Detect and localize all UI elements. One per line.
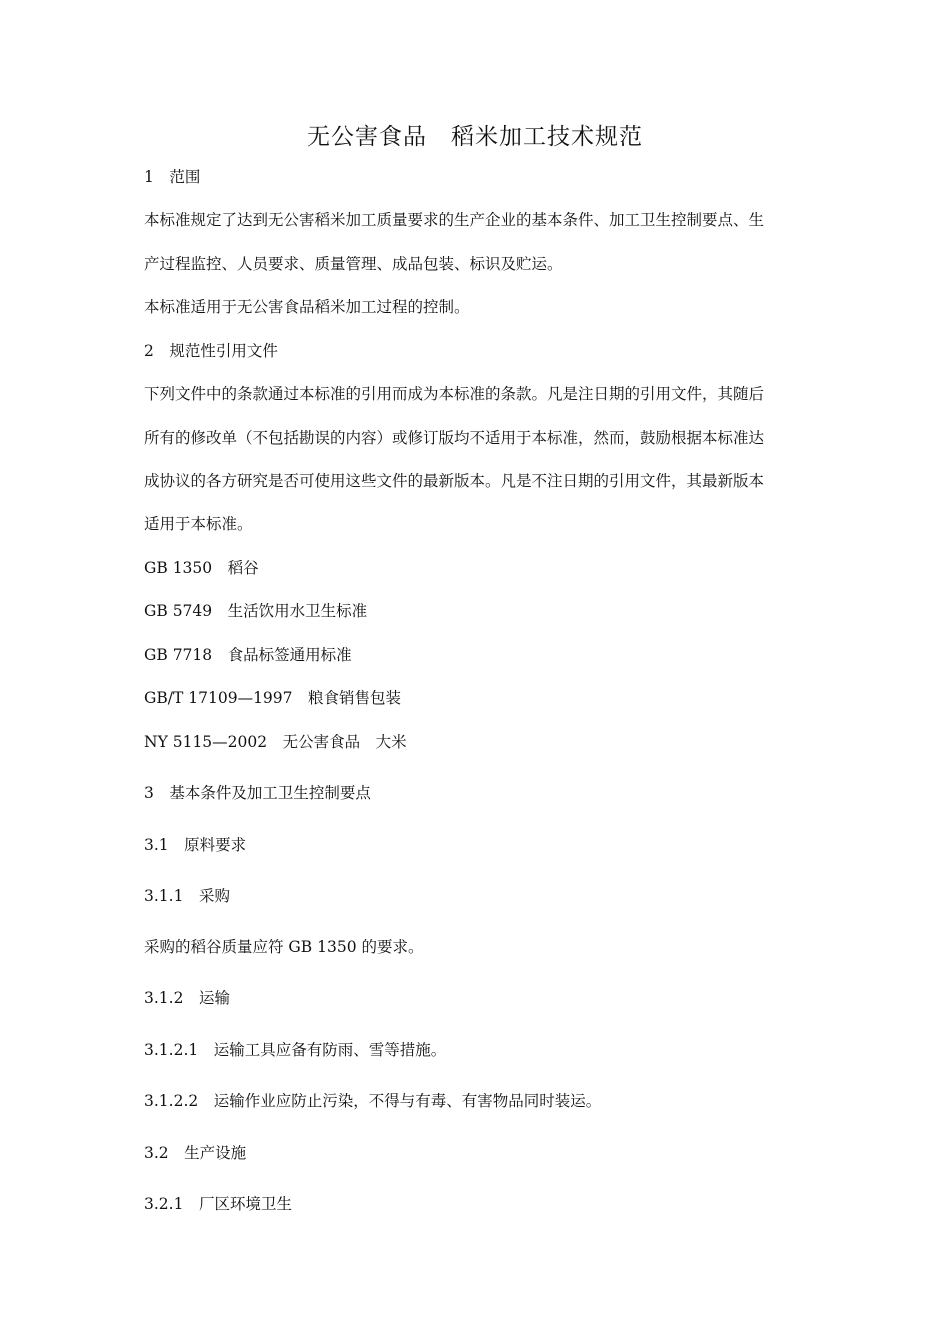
subsection-heading: 3.2.1 厂区环境卫生	[144, 1195, 292, 1213]
paragraph-line: 采购的稻谷质量应符 GB 1350 的要求。	[144, 938, 424, 956]
subsection-heading: 3.1.2 运输	[144, 989, 230, 1007]
subsection-heading: 3.1 原料要求	[144, 836, 247, 854]
reference-item: NY 5115—2002 无公害食品 大米	[144, 733, 407, 751]
subsection-heading: 3.2 生产设施	[144, 1144, 247, 1162]
clause-line: 3.1.2.2 运输作业应防止污染，不得与有毒、有害物品同时装运。	[144, 1092, 602, 1110]
section-heading-references: 2 规范性引用文件	[144, 342, 278, 360]
paragraph-line: 本标准规定了达到无公害稻米加工质量要求的生产企业的基本条件、加工卫生控制要点、生	[144, 211, 765, 229]
paragraph-line: 产过程监控、人员要求、质量管理、成品包装、标识及贮运。	[144, 255, 563, 273]
paragraph-line: 成协议的各方研究是否可使用这些文件的最新版本。凡是不注日期的引用文件，其最新版本	[144, 472, 765, 490]
paragraph-line: 下列文件中的条款通过本标准的引用而成为本标准的条款。凡是注日期的引用文件，其随后	[144, 385, 765, 403]
paragraph-line: 本标准适用于无公害食品稻米加工过程的控制。	[144, 298, 470, 316]
paragraph-line: 适用于本标准。	[144, 515, 253, 533]
reference-item: GB/T 17109—1997 粮食销售包装	[144, 689, 402, 707]
reference-item: GB 5749 生活饮用水卫生标准	[144, 602, 368, 620]
document-title: 无公害食品 稻米加工技术规范	[307, 124, 643, 150]
reference-item: GB 1350 稻谷	[144, 559, 259, 577]
section-heading-basic-conditions: 3 基本条件及加工卫生控制要点	[144, 784, 371, 802]
reference-item: GB 7718 食品标签通用标准	[144, 646, 352, 664]
subsection-heading: 3.1.1 采购	[144, 887, 230, 905]
clause-line: 3.1.2.1 运输工具应备有防雨、雪等措施。	[144, 1041, 447, 1059]
section-heading-scope: 1 范围	[144, 168, 201, 186]
paragraph-line: 所有的修改单（不包括勘误的内容）或修订版均不适用于本标准，然而，鼓励根据本标准达	[144, 429, 765, 447]
